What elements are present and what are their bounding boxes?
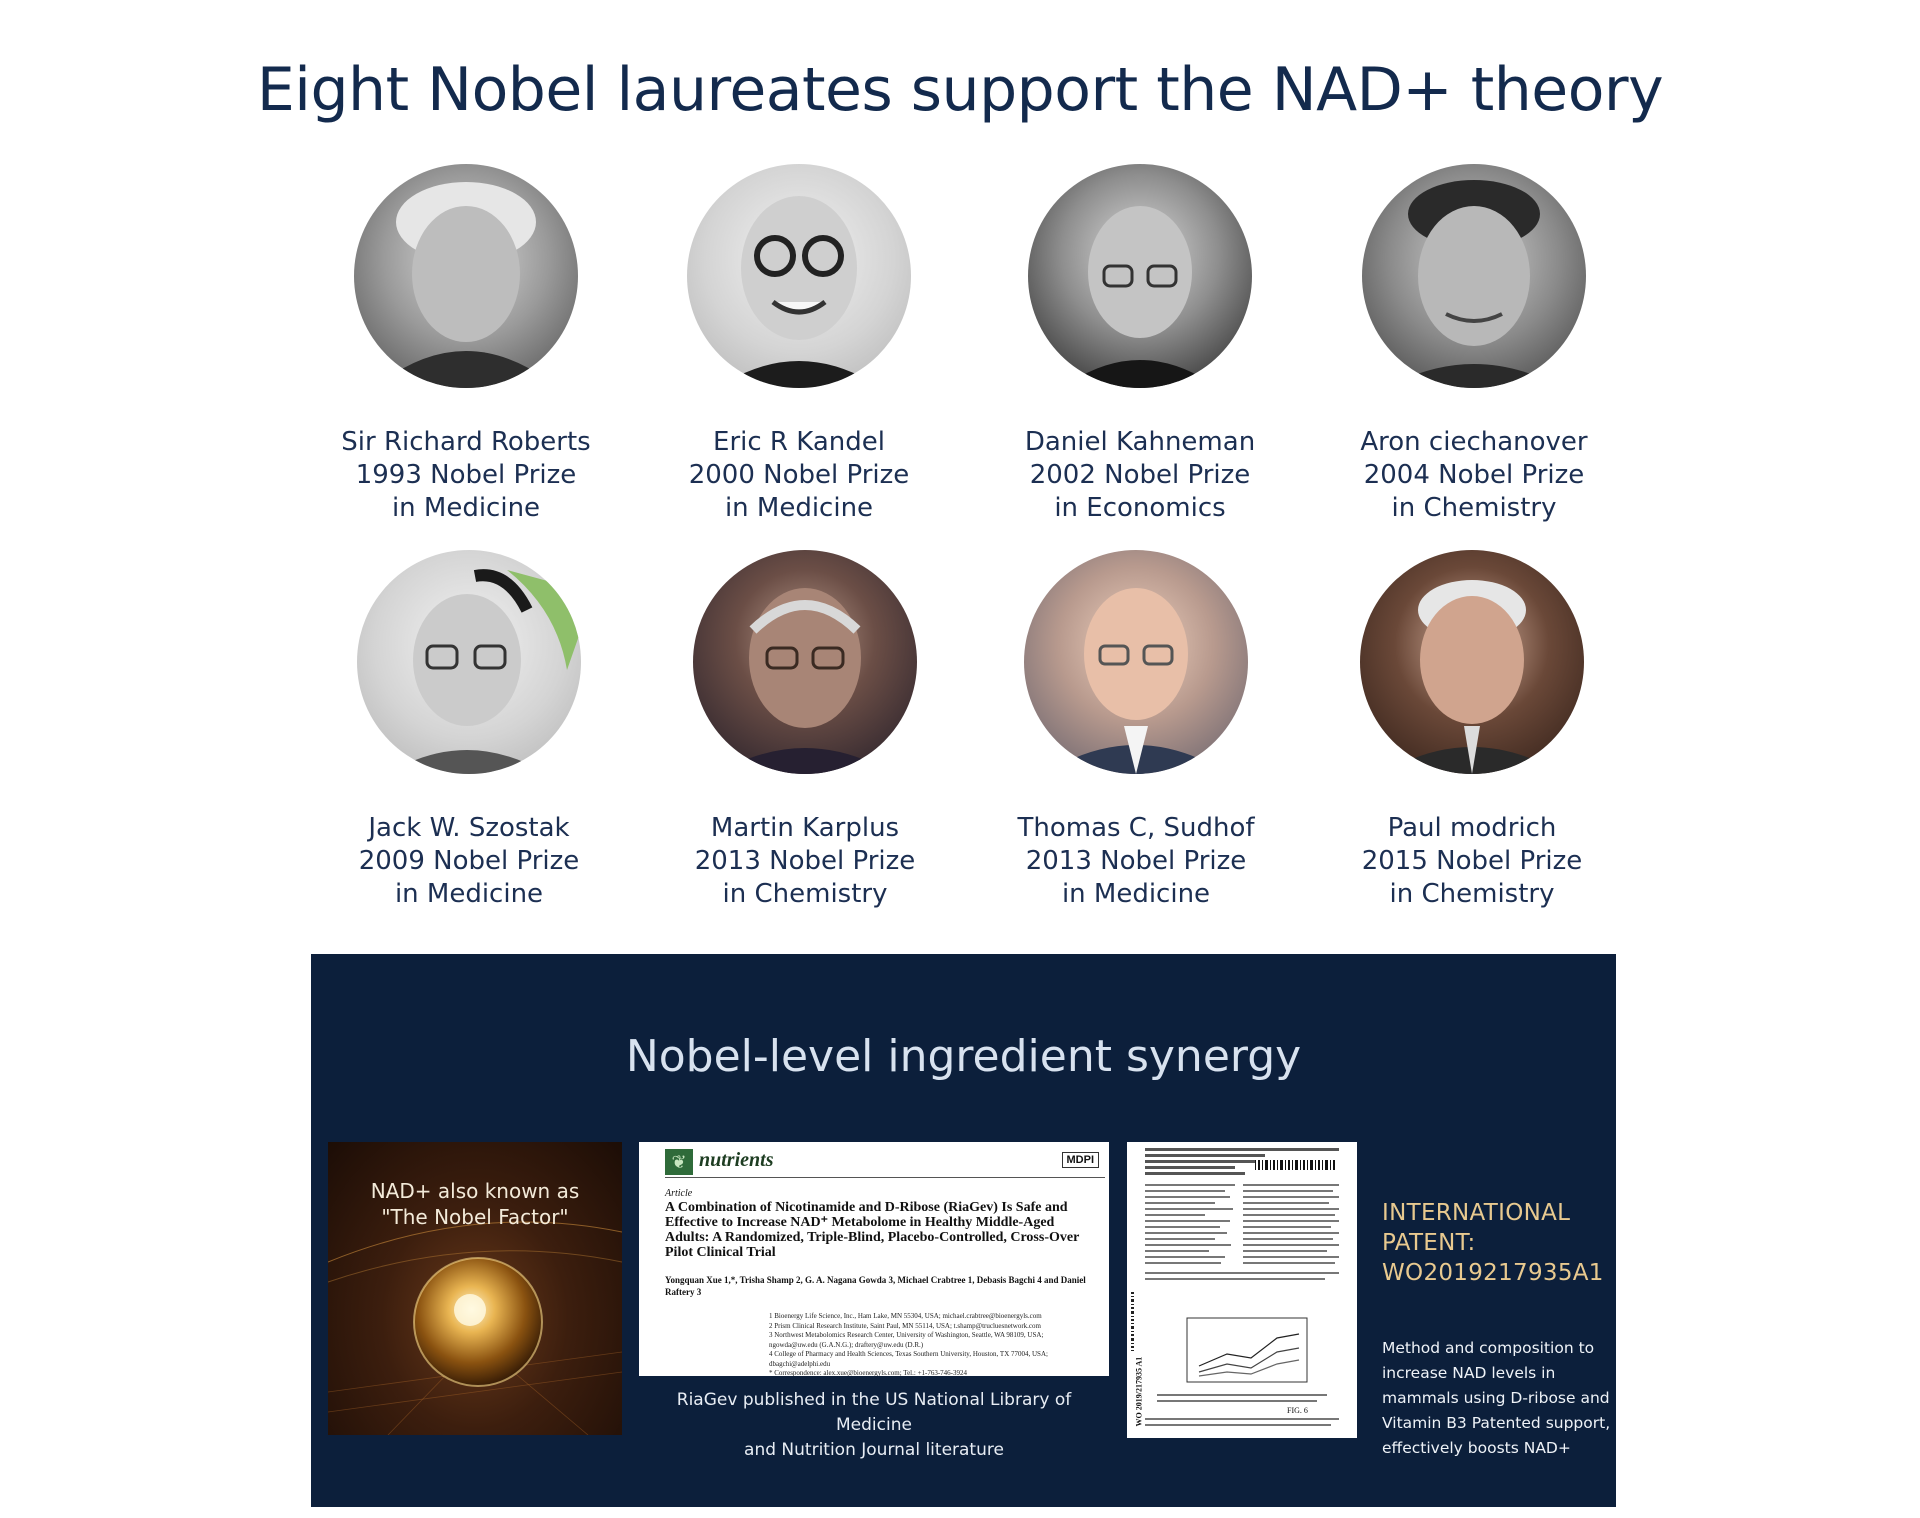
laureate-name: Daniel Kahneman <box>1024 427 1256 457</box>
laureate-card <box>316 164 616 525</box>
affiliation-line: 3 Northwest Metabolomics Research Center, University of Washington, Seattle, WA 98109, USA; <box>769 1331 1044 1339</box>
laureate-name: Paul modrich <box>1387 813 1557 843</box>
affiliation-line: ngowda@uw.edu (G.A.N.G.); draftery@uw.edu (D.R.) <box>769 1340 924 1349</box>
laureate-name: Eric R Kandel <box>713 427 885 457</box>
laureate-portrait <box>357 550 581 774</box>
article-authors: Yongquan Xue 1,*, Trisha Shamp 2, G. A. Nagana Gowda 3, Michael Crabtree 1, Debasis Bagchi 4 and Daniel Raftery 3 <box>665 1275 1086 1297</box>
affiliation-line: dbagchi@adelphi.edu <box>769 1359 831 1368</box>
laureate-card <box>986 550 1286 911</box>
laureate-card <box>319 550 619 911</box>
laureate-prize-year: 2013 Nobel Prize <box>694 846 916 876</box>
article-title: A Combination of Nicotinamide and D-Ribose (RiaGev) Is Safe and Effective to Increase NAD⁺ Metabolome in Healthy Middle-Aged Adults: A Randomized, Triple-Blind, Placebo-Controlled, Cross-Over Pilot Clinical Trial <box>665 1200 1080 1260</box>
laureate-card <box>990 164 1290 525</box>
journal-name: nutrients <box>699 1149 774 1171</box>
journal-article-image <box>639 1142 1109 1376</box>
laureate-prize-year: 2015 Nobel Prize <box>1361 846 1583 876</box>
laureate-card <box>1322 550 1622 911</box>
nobel-factor-line: "The Nobel Factor" <box>381 1205 569 1229</box>
laureate-field: in Medicine <box>394 879 544 909</box>
article-caption-line: and Nutrition Journal literature <box>744 1440 1004 1460</box>
patent-doc-number: WO 2019/217935 A1 <box>1134 1356 1144 1427</box>
laureate-field: in Medicine <box>724 493 874 523</box>
article-type: Article <box>665 1188 693 1199</box>
laureate-card <box>649 164 949 525</box>
laureate-portrait <box>1028 164 1252 388</box>
affiliation-line: 2 Prism Clinical Research Institute, Saint Paul, MN 55114, USA; t.shamp@trucluesnetwork.com <box>769 1321 1041 1330</box>
article-caption <box>639 1388 1109 1463</box>
laureate-name: Aron ciechanover <box>1360 427 1588 457</box>
laureate-portrait <box>354 164 578 388</box>
laureate-prize-year: 2004 Nobel Prize <box>1363 460 1585 490</box>
affiliation-line: 4 College of Pharmacy and Health Sciences, Texas Southern University, Houston, TX 77004, USA; <box>769 1350 1048 1358</box>
laureate-portrait <box>693 550 917 774</box>
laureate-field: in Chemistry <box>1389 879 1555 909</box>
laureate-field: in Medicine <box>391 493 541 523</box>
nobel-factor-line: NAD+ also known as <box>370 1179 580 1203</box>
laureate-name: Martin Karplus <box>710 813 900 843</box>
laureate-portrait <box>687 164 911 388</box>
patent-desc-line: effectively boosts NAD+ <box>1382 1439 1571 1457</box>
synergy-title: Nobel-level ingredient synergy <box>625 1031 1302 1082</box>
laureate-field: in Medicine <box>1061 879 1211 909</box>
patent-heading-line: INTERNATIONAL <box>1382 1200 1571 1226</box>
affiliation-line: * Correspondence: alex.xue@bioenergyls.com; Tel.: +1-763-746-3924 <box>769 1369 968 1376</box>
laureate-portrait <box>1362 164 1586 388</box>
nobel-factor-image <box>328 1142 622 1435</box>
laureate-name: Sir Richard Roberts <box>341 427 591 457</box>
laureate-portrait <box>1024 550 1248 774</box>
laureate-prize-year: 2000 Nobel Prize <box>688 460 910 490</box>
publisher-badge: MDPI <box>1062 1152 1100 1168</box>
patent-heading-line: PATENT: <box>1382 1230 1476 1256</box>
laureate-field: in Chemistry <box>722 879 888 909</box>
laureate-prize-year: 2009 Nobel Prize <box>358 846 580 876</box>
page-title: Eight Nobel laureates support the NAD+ theory <box>256 55 1664 125</box>
patent-desc-line: mammals using D-ribose and <box>1382 1389 1610 1407</box>
laureate-card <box>1324 164 1624 525</box>
laureate-prize-year: 2002 Nobel Prize <box>1029 460 1251 490</box>
article-affiliations <box>769 1312 1089 1376</box>
patent-heading-line: WO2019217935A1 <box>1382 1260 1604 1286</box>
laureate-field: in Chemistry <box>1391 493 1557 523</box>
patent-heading <box>1382 1198 1612 1288</box>
patent-desc-line: Method and composition to <box>1382 1339 1595 1357</box>
patent-document-image <box>1127 1142 1357 1438</box>
laureate-field: in Economics <box>1054 493 1226 523</box>
leaf-icon: ❦ <box>665 1149 693 1175</box>
patent-desc-line: Vitamin B3 Patented support, <box>1382 1414 1611 1432</box>
affiliation-line: 1 Bioenergy Life Science, Inc., Ham Lake, MN 55304, USA; michael.crabtree@bioenergyls.com <box>769 1312 1042 1320</box>
laureate-name: Jack W. Szostak <box>368 813 570 843</box>
patent-desc-line: increase NAD levels in <box>1382 1364 1556 1382</box>
article-caption-line: RiaGev published in the US National Library of Medicine <box>676 1390 1072 1435</box>
patent-description <box>1382 1336 1612 1461</box>
patent-figure-label: FIG. 6 <box>1287 1406 1308 1415</box>
synergy-panel <box>311 954 1616 1507</box>
laureate-prize-year: 1993 Nobel Prize <box>355 460 577 490</box>
laureate-prize-year: 2013 Nobel Prize <box>1025 846 1247 876</box>
laureate-name: Thomas C, Sudhof <box>1017 813 1255 843</box>
laureate-portrait <box>1360 550 1584 774</box>
laureate-card <box>655 550 955 911</box>
